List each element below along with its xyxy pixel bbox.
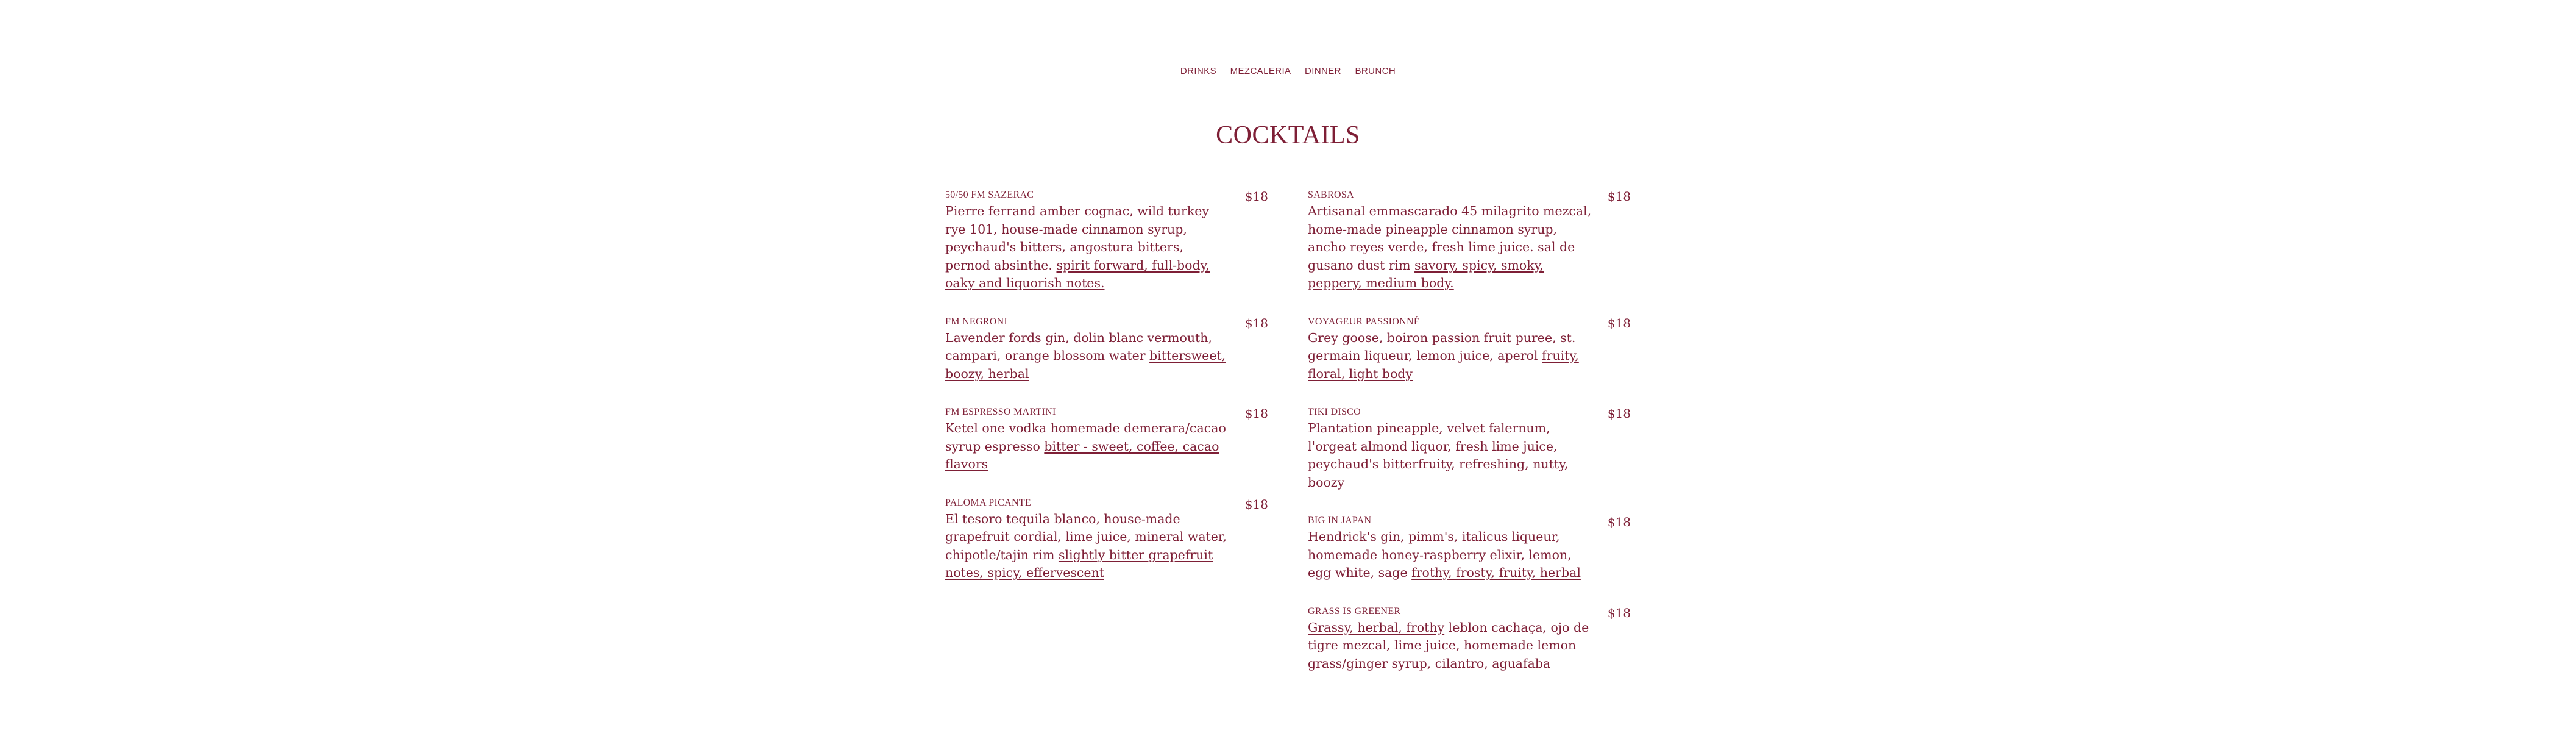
item-price: $18 xyxy=(1244,189,1268,204)
item-price: $18 xyxy=(1607,315,1631,331)
item-name: 50/50 FM SAZERAC xyxy=(945,190,1034,200)
item-description xyxy=(945,329,1232,384)
item-ingredients: Ketel one vodka homemade demerara/cacao syrup espresso xyxy=(945,421,1226,454)
page-title: COCKTAILS xyxy=(1216,121,1360,149)
menu-item xyxy=(1308,316,1631,384)
item-description xyxy=(945,202,1232,293)
nav-drinks[interactable]: DRINKS xyxy=(1180,66,1216,76)
item-ingredients: Lavender fords gin, dolin blanc vermouth, campari, orange blossom water xyxy=(945,330,1212,363)
item-ingredients: Grey goose, boiron passion fruit puree, st. germain liqueur, lemon juice, aperol xyxy=(1308,330,1576,363)
item-ingredients: Plantation pineapple, velvet falernum, l'orgeat almond liquor, fresh lime juice, peychaud's bitterfruity, refreshing, nutty, boozy xyxy=(1308,421,1569,490)
nav-mezcaleria[interactable]: MEZCALERIA xyxy=(1230,66,1291,76)
item-description xyxy=(1308,420,1594,491)
menu-item xyxy=(945,316,1268,384)
item-ingredients: Pierre ferrand amber cognac, wild turkey rye 101, house-made cinnamon syrup, peychaud's bitters, angostura bitters, pernod absinthe. xyxy=(945,204,1209,273)
menu-item xyxy=(1308,189,1631,293)
item-tasting-notes: frothy, frosty, fruity, herbal xyxy=(1411,565,1581,580)
item-name: SABROSA xyxy=(1308,190,1354,200)
item-price: $18 xyxy=(1244,406,1268,421)
item-name: VOYAGEUR PASSIONNÉ xyxy=(1308,316,1420,327)
item-ingredients: El tesoro tequila blanco, house-made grapefruit cordial, lime juice, mineral water, chipotle/tajin rim xyxy=(945,511,1227,562)
item-tasting-notes: bittersweet, boozy, herbal xyxy=(945,348,1226,381)
item-price: $18 xyxy=(1244,315,1268,331)
item-description xyxy=(1308,202,1594,293)
item-tasting-notes: bitter - sweet, coffee, cacao flavors xyxy=(945,438,1219,471)
nav-dinner[interactable]: DINNER xyxy=(1305,66,1341,76)
item-name: FM NEGRONI xyxy=(945,316,1008,327)
menu-item xyxy=(945,189,1268,293)
item-name: TIKI DISCO xyxy=(1308,407,1361,417)
menu-column-left xyxy=(945,189,1268,606)
item-price: $18 xyxy=(1607,515,1631,529)
menu-column-right xyxy=(1308,189,1631,696)
item-price: $18 xyxy=(1607,189,1631,204)
item-name: GRASS IS GREENER xyxy=(1308,606,1401,617)
item-name: PALOMA PICANTE xyxy=(945,497,1031,508)
item-description xyxy=(1308,329,1594,384)
item-price: $18 xyxy=(1607,605,1631,620)
item-tasting-notes: fruity, floral, light body xyxy=(1308,348,1579,381)
item-ingredients: Artisanal emmascarado 45 milagrito mezcal, home-made pineapple cinnamon syrup, ancho reyes verde, fresh lime juice. sal de gusano dust rim xyxy=(1308,204,1592,273)
menu-item xyxy=(1308,515,1631,582)
item-description xyxy=(1308,528,1594,582)
menu-item xyxy=(1308,406,1631,491)
item-tasting-notes: Grassy, herbal, frothy xyxy=(1308,620,1445,635)
item-description xyxy=(945,420,1232,474)
item-price: $18 xyxy=(1607,406,1631,421)
item-price: $18 xyxy=(1244,496,1268,512)
item-tasting-notes: spirit forward, full-body, oaky and liquorish notes. xyxy=(945,257,1210,290)
item-description xyxy=(1308,619,1594,673)
nav-brunch[interactable]: BRUNCH xyxy=(1355,66,1396,76)
menu-item xyxy=(945,497,1268,582)
item-tasting-notes: slightly bitter grapefruit notes, spicy, effervescent xyxy=(945,547,1213,580)
menu-item xyxy=(945,406,1268,474)
item-ingredients: Hendrick's gin, pimm's, italicus liqueur, homemade honey-raspberry elixir, lemon, egg white, sage xyxy=(1308,529,1572,580)
item-name: BIG IN JAPAN xyxy=(1308,515,1372,526)
menu-item xyxy=(1308,606,1631,673)
item-description xyxy=(945,510,1232,582)
main-nav xyxy=(0,66,2576,76)
item-ingredients: leblon cachaça, ojo de tigre mezcal, lime juice, homemade lemon grass/ginger syrup, cilantro, aguafaba xyxy=(1308,620,1589,671)
item-tasting-notes: savory, spicy, smoky, peppery, medium body. xyxy=(1308,257,1544,290)
item-name: FM ESPRESSO MARTINI xyxy=(945,407,1056,417)
